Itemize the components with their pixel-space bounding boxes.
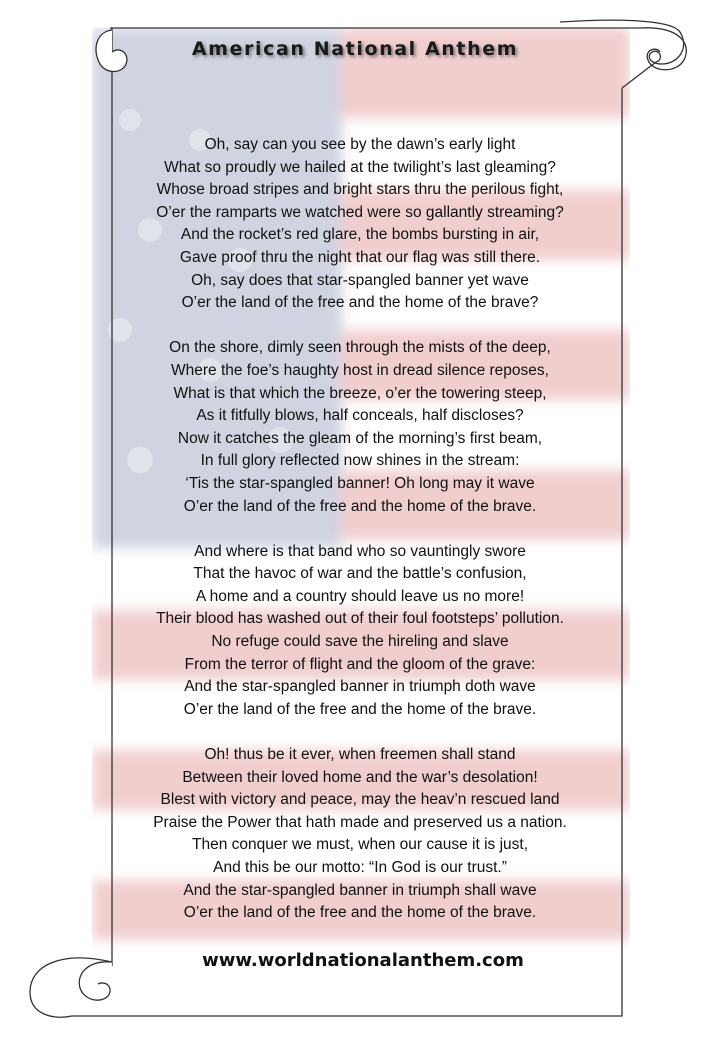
lyric-line: O’er the land of the free and the home of the brave. [183,700,537,718]
lyric-line: O’er the land of the free and the home of the brave. [183,904,537,922]
lyric-line: That the havoc of war and the battle’s confusion, [193,565,527,583]
lyric-line: No refuge could save the hireling and slave [211,633,509,651]
lyric-line: Oh, say does that star-spangled banner yet wave [191,271,529,289]
website-link[interactable]: www.worldnationalanthem.com [202,950,524,971]
anthem-title: American National Anthem [191,38,519,60]
lyric-line: Oh, say can you see by the dawn’s early light [204,136,516,153]
lyric-line: On the shore, dimly seen through the mists of the deep, [169,339,551,357]
lyric-line: A home and a country should leave us no more! [195,587,525,605]
lyric-line: Whose broad stripes and bright stars thru the perilous fight, [156,181,564,199]
lyric-line: And this be our motto: “In God is our trust.” [213,859,507,876]
lyrics [96,134,624,947]
stanza [96,134,624,315]
lyric-line: From the terror of flight and the gloom of the grave: [184,655,536,673]
lyric-line: In full glory reflected now shines in the stream: [200,452,520,470]
lyric-line: Gave proof thru the night that our flag was still there. [179,248,541,266]
lyric-line: Where the foe’s haughty host in dread silence reposes, [171,361,549,379]
lyric-line: As it fitfully blows, half conceals, half discloses? [196,407,524,425]
lyric-line: And the star-spangled banner in triumph doth wave [184,678,536,696]
lyric-line: And the star-spangled banner in triumph shall wave [183,881,537,899]
lyric-line: And where is that band who so vauntingly swore [194,542,526,560]
lyric-line: What is that which the breeze, o’er the towering steep, [173,384,547,402]
lyric-line: What so proudly we hailed at the twilight’s last gleaming? [164,158,556,176]
lyric-line: Their blood has washed out of their foul footsteps’ pollution. [156,610,564,628]
lyric-line: Blest with victory and peace, may the heav’n rescued land [160,791,560,809]
lyric-line: Praise the Power that hath made and preserved us a nation. [153,813,567,831]
lyric-line: Now it catches the gleam of the morning’s first beam, [177,429,543,447]
lyric-line: Oh! thus be it ever, when freemen shall stand [204,746,516,764]
lyric-line: Between their loved home and the war’s desolation! [182,768,538,786]
lyric-line: And the rocket’s red glare, the bombs bursting in air, [180,226,540,244]
lyric-line: O’er the land of the free and the home of the brave. [183,497,537,515]
lyric-line: Then conquer we must, when our cause it is just, [192,836,528,854]
stanza [96,337,624,518]
stanza [96,541,624,722]
lyric-line: O’er the land of the free and the home of the brave? [181,294,539,312]
stanza [96,744,624,925]
lyric-line: O’er the ramparts we watched were so gallantly streaming? [156,203,564,221]
lyric-line: ‘Tis the star-spangled banner! Oh long may it wave [185,474,535,492]
